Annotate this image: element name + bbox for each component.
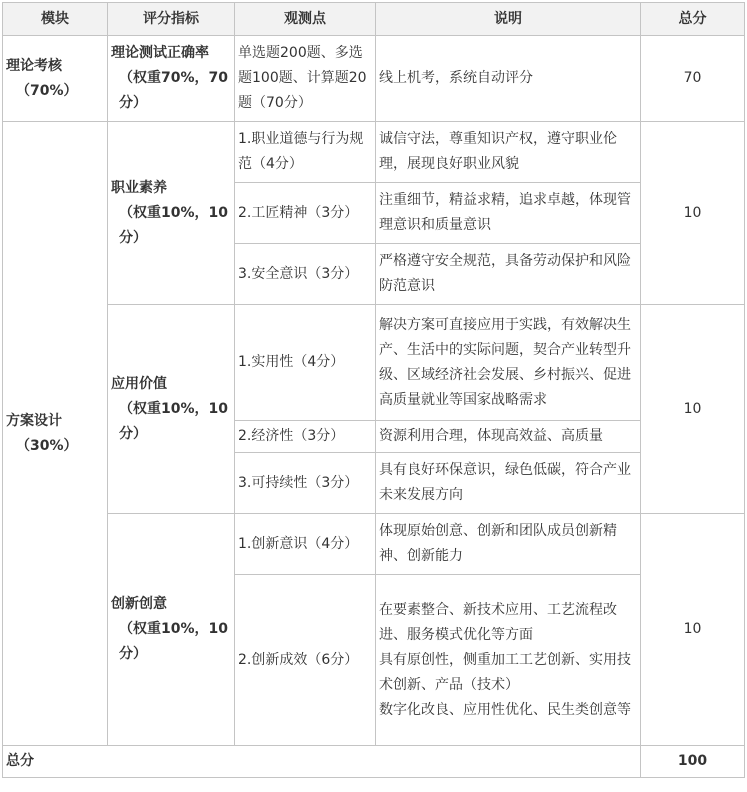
score-cell: 10 bbox=[641, 122, 745, 305]
observation-point: 1.实用性（4分） bbox=[235, 305, 376, 421]
observation-point: 2.创新成效（6分） bbox=[235, 575, 376, 746]
description-cell: 具有良好环保意识，绿色低碳，符合产业未来发展方向 bbox=[376, 453, 641, 514]
score-cell: 10 bbox=[641, 514, 745, 746]
table-row bbox=[3, 514, 745, 575]
observation-point: 2.经济性（3分） bbox=[235, 421, 376, 453]
total-label: 总分 bbox=[3, 746, 641, 778]
description-line: 具有原创性，侧重加工工艺创新、实用技术创新、产品（技术） bbox=[379, 651, 631, 693]
observation-point: 1.创新意识（4分） bbox=[235, 514, 376, 575]
module-cell-theory bbox=[3, 36, 108, 122]
observation-point: 3.安全意识（3分） bbox=[235, 244, 376, 305]
header-observation-point: 观测点 bbox=[235, 3, 376, 36]
module-cell-plan bbox=[3, 122, 108, 746]
header-indicator: 评分指标 bbox=[108, 3, 235, 36]
description-cell: 注重细节，精益求精，追求卓越，体现管理意识和质量意识 bbox=[376, 183, 641, 244]
module-name: 理论考核 bbox=[6, 57, 62, 74]
indicator-name: 职业素养 bbox=[111, 179, 167, 196]
indicator-cell bbox=[108, 122, 235, 305]
table-row bbox=[3, 36, 745, 122]
score-cell: 10 bbox=[641, 305, 745, 514]
indicator-cell bbox=[108, 305, 235, 514]
description-line: 数字化改良、应用性优化、民生类创意等 bbox=[379, 701, 631, 718]
total-row bbox=[3, 746, 745, 778]
indicator-weight: （权重10%，10分） bbox=[119, 621, 228, 662]
description-line: 在要素整合、新技术应用、工艺流程改进、服务模式优化等方面 bbox=[379, 601, 617, 643]
scoring-table bbox=[2, 2, 745, 778]
observation-point: 2.工匠精神（3分） bbox=[235, 183, 376, 244]
description-cell: 线上机考，系统自动评分 bbox=[376, 36, 641, 122]
indicator-name: 应用价值 bbox=[111, 375, 167, 392]
module-name: 方案设计 bbox=[6, 412, 62, 429]
description-cell: 严格遵守安全规范，具备劳动保护和风险防范意识 bbox=[376, 244, 641, 305]
description-cell: 解决方案可直接应用于实践，有效解决生产、生活中的实际问题，契合产业转型升级、区域经济社会发展、乡村振兴、促进高质量就业等国家战略需求 bbox=[376, 305, 641, 421]
description-cell: 体现原始创意、创新和团队成员创新精神、创新能力 bbox=[376, 514, 641, 575]
table-row bbox=[3, 122, 745, 183]
header-row bbox=[3, 3, 745, 36]
indicator-weight: （权重10%，10分） bbox=[119, 204, 228, 246]
description-cell: 资源利用合理，体现高效益、高质量 bbox=[376, 421, 641, 453]
header-module: 模块 bbox=[3, 3, 108, 36]
module-weight: （70%） bbox=[16, 82, 78, 99]
indicator-name: 创新创意 bbox=[111, 596, 167, 612]
indicator-name: 理论测试正确率 bbox=[111, 45, 209, 61]
description-cell: 诚信守法，尊重知识产权，遵守职业伦理，展现良好职业风貌 bbox=[376, 122, 641, 183]
header-total-score: 总分 bbox=[641, 3, 745, 36]
indicator-weight: （权重70%，70分） bbox=[119, 70, 228, 111]
indicator-weight: （权重10%，10分） bbox=[119, 400, 228, 442]
observation-point: 单选题200题、多选题100题、计算题20题（70分） bbox=[235, 36, 376, 122]
indicator-cell bbox=[108, 514, 235, 746]
indicator-cell bbox=[108, 36, 235, 122]
table-row bbox=[3, 305, 745, 421]
observation-point: 3.可持续性（3分） bbox=[235, 453, 376, 514]
header-description: 说明 bbox=[376, 3, 641, 36]
total-value: 100 bbox=[641, 746, 745, 778]
observation-point: 1.职业道德与行为规范（4分） bbox=[235, 122, 376, 183]
description-cell bbox=[376, 575, 641, 746]
score-cell: 70 bbox=[641, 36, 745, 122]
module-weight: （30%） bbox=[16, 437, 78, 454]
